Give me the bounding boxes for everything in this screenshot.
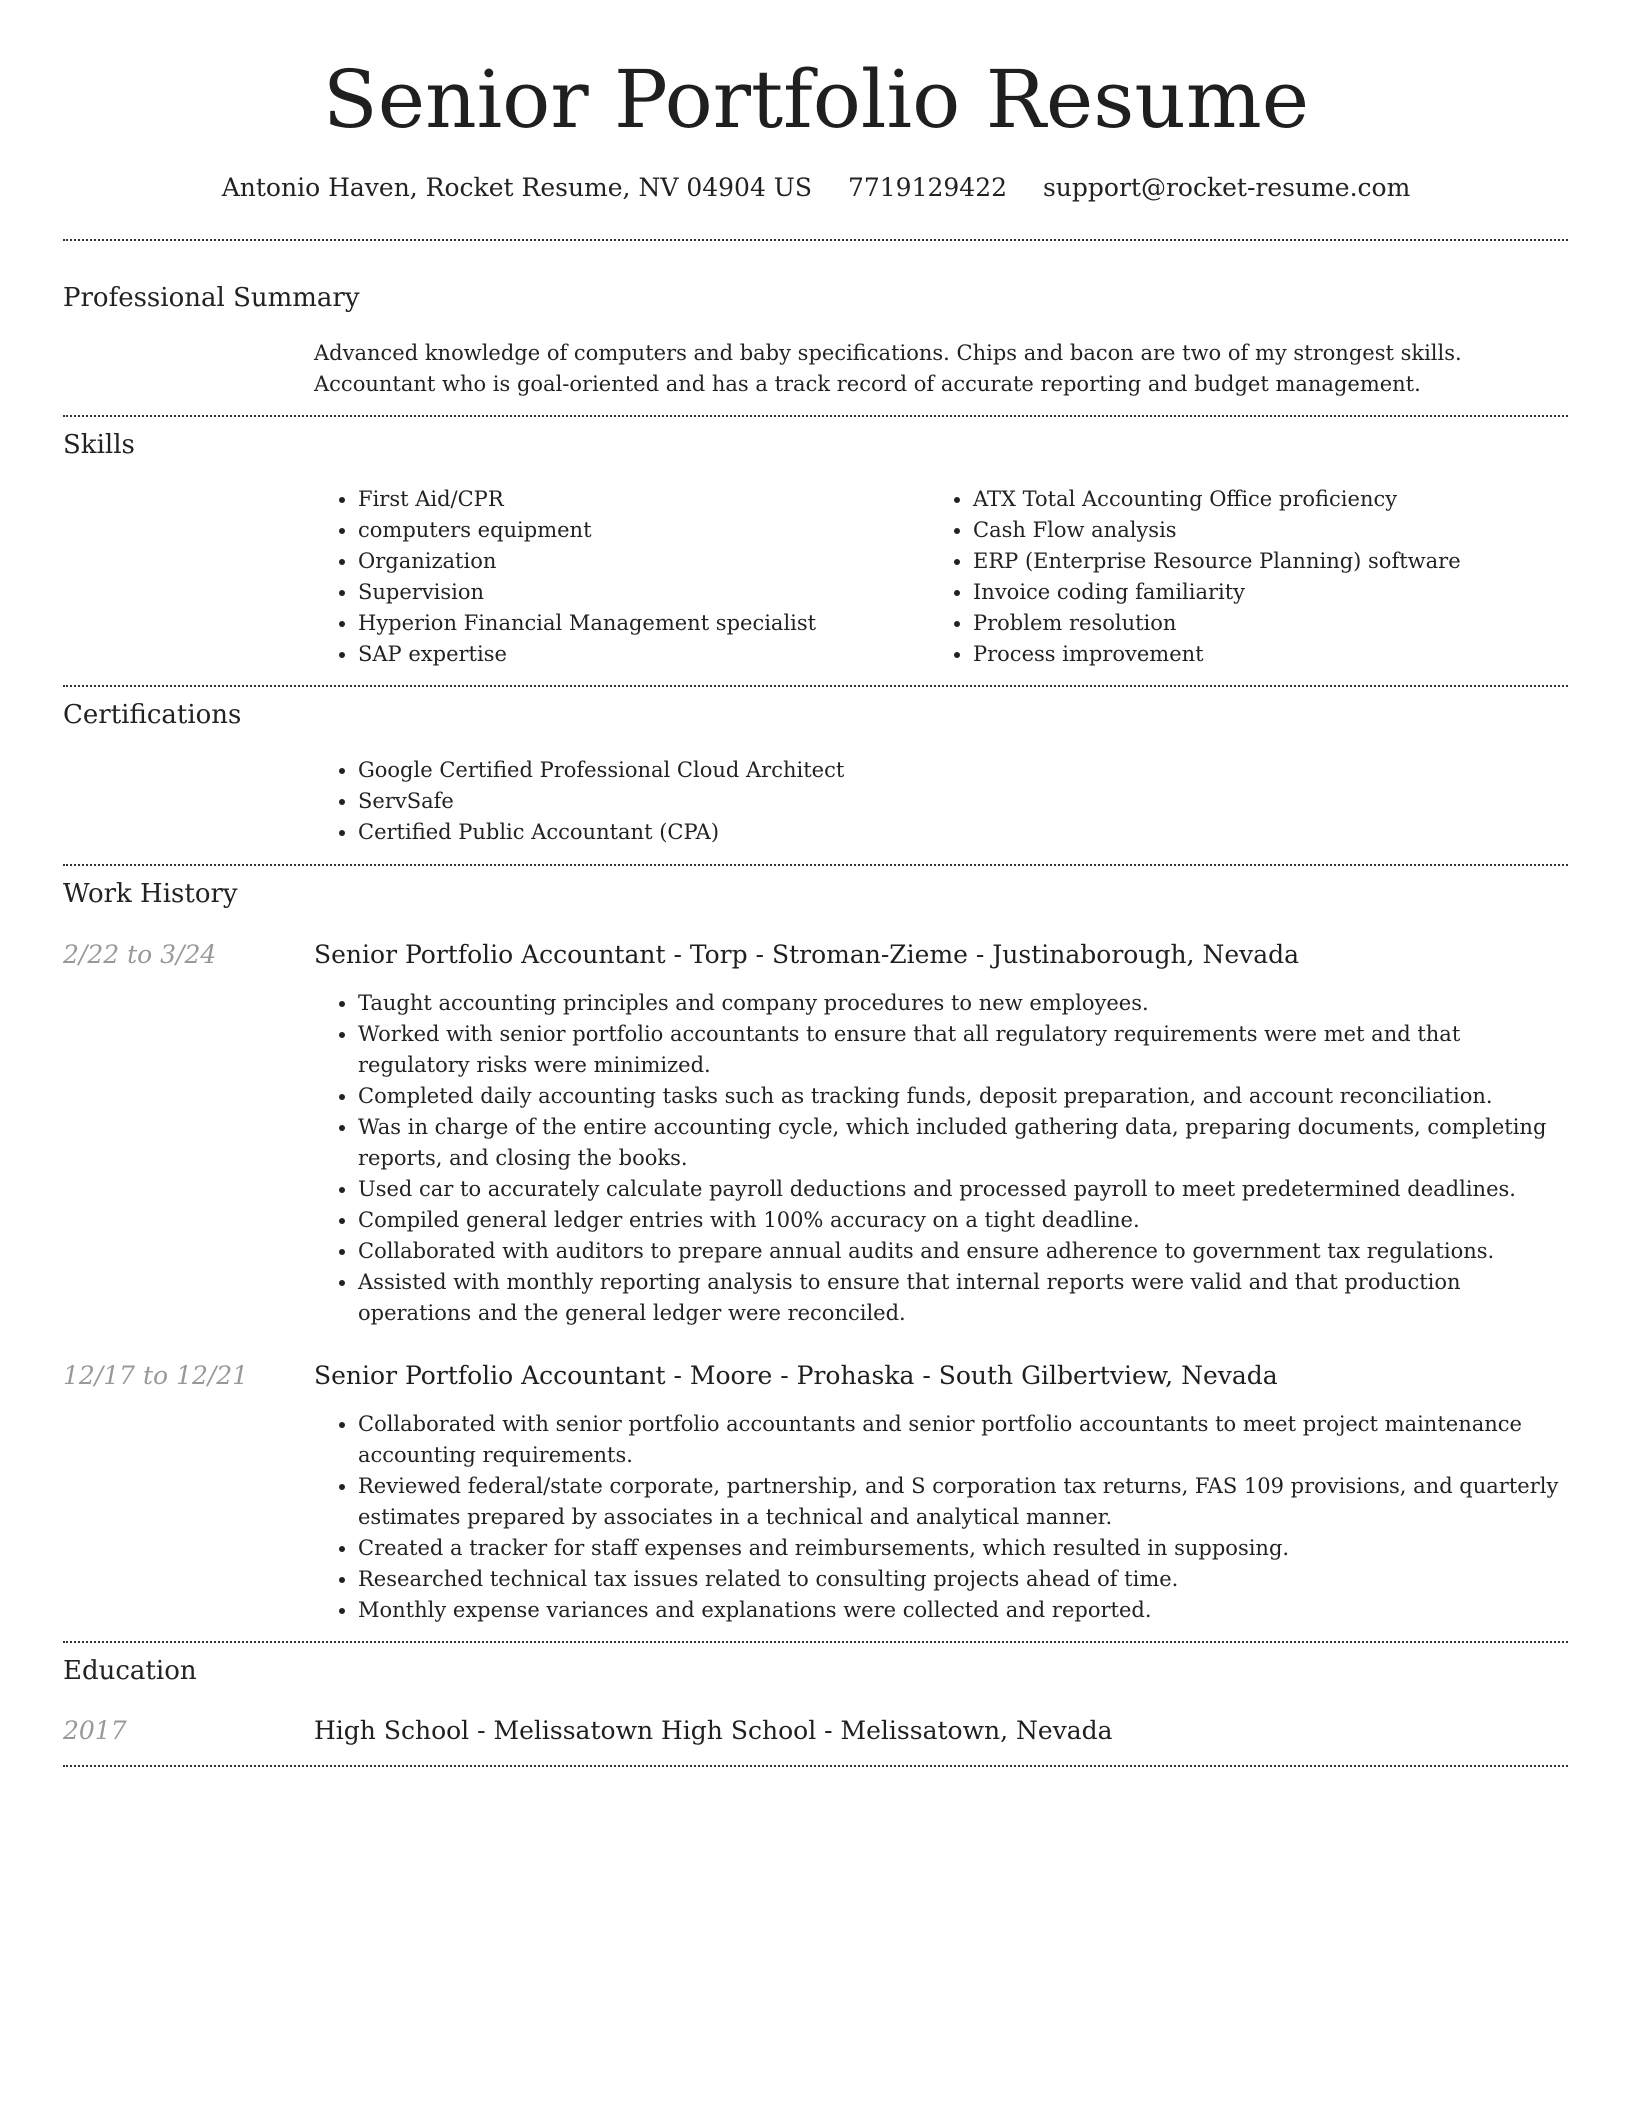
divider — [63, 685, 1568, 687]
job-dates: 2/22 to 3/24 — [63, 940, 217, 969]
divider — [63, 415, 1568, 417]
certification-item: • Google Certified Professional Cloud Architect — [358, 755, 1564, 786]
duty-item: • Researched technical tax issues related to consulting projects ahead of time. — [358, 1564, 1568, 1595]
job-dates: 12/17 to 12/21 — [63, 1361, 249, 1390]
contact-email: support@rocket-resume.com — [1042, 173, 1411, 202]
duty-item: • Reviewed federal/state corporate, partnership, and S corporation tax returns, FAS 109 provisions, and quarterly estimates prepared by associates in a technical and analytical manner. — [358, 1471, 1568, 1533]
education-year: 2017 — [63, 1716, 127, 1745]
job-duties — [314, 1409, 1568, 1626]
job-duties — [314, 988, 1568, 1329]
skill-item: • Organization — [358, 546, 914, 577]
skills-column-left — [314, 484, 914, 670]
skill-item: • ATX Total Accounting Office proficiency — [973, 484, 1559, 515]
certifications-list — [314, 755, 1564, 848]
education-heading: Education — [63, 1656, 197, 1686]
contact-phone: 7719129422 — [847, 173, 1008, 202]
duty-item: • Assisted with monthly reporting analysis to ensure that internal reports were valid and that production operations and the general ledger were reconciled. — [358, 1267, 1568, 1329]
duty-item: • Monthly expense variances and explanations were collected and reported. — [358, 1595, 1568, 1626]
skills-heading: Skills — [63, 430, 135, 460]
certifications-heading: Certifications — [63, 700, 242, 730]
skill-item: • ERP (Enterprise Resource Planning) software — [973, 546, 1559, 577]
divider — [63, 1765, 1568, 1767]
skill-item: • computers equipment — [358, 515, 914, 546]
education-entry: High School - Melissatown High School - Melissatown, Nevada — [314, 1716, 1113, 1745]
duty-item: • Worked with senior portfolio accountants to ensure that all regulatory requirements were met and that regulatory risks were minimized. — [358, 1019, 1568, 1081]
skill-item: • Hyperion Financial Management specialist — [358, 608, 914, 639]
resume-title: Senior Portfolio Resume — [322, 53, 1310, 146]
skill-item: • Cash Flow analysis — [973, 515, 1559, 546]
contact-address: Antonio Haven, Rocket Resume, NV 04904 US — [221, 173, 812, 202]
skill-item: • Problem resolution — [973, 608, 1559, 639]
duty-item: • Collaborated with senior portfolio accountants and senior portfolio accountants to meet project maintenance accounting requirements. — [358, 1409, 1568, 1471]
divider — [63, 1641, 1568, 1643]
divider — [63, 864, 1568, 866]
job-title: Senior Portfolio Accountant - Torp - Stroman-Zieme - Justinaborough, Nevada — [314, 940, 1300, 969]
skill-item: • First Aid/CPR — [358, 484, 914, 515]
duty-item: • Used car to accurately calculate payroll deductions and processed payroll to meet predetermined deadlines. — [358, 1174, 1568, 1205]
certification-item: • Certified Public Accountant (CPA) — [358, 817, 1564, 848]
divider — [63, 239, 1568, 241]
certification-item: • ServSafe — [358, 786, 1564, 817]
skill-item: • SAP expertise — [358, 639, 914, 670]
skill-item: • Invoice coding familiarity — [973, 577, 1559, 608]
work-history-heading: Work History — [63, 879, 238, 909]
contact-line — [0, 170, 1632, 206]
duty-item: • Was in charge of the entire accounting cycle, which included gathering data, preparing documents, completing reports, and closing the books. — [358, 1112, 1568, 1174]
skills-column-right — [929, 484, 1559, 670]
skill-item: • Supervision — [358, 577, 914, 608]
duty-item: • Created a tracker for staff expenses and reimbursements, which resulted in supposing. — [358, 1533, 1568, 1564]
duty-item: • Taught accounting principles and company procedures to new employees. — [358, 988, 1568, 1019]
summary-heading: Professional Summary — [63, 283, 360, 313]
duty-item: • Collaborated with auditors to prepare annual audits and ensure adherence to government tax regulations. — [358, 1236, 1568, 1267]
duty-item: • Compiled general ledger entries with 100% accuracy on a tight deadline. — [358, 1205, 1568, 1236]
summary-text: Advanced knowledge of computers and baby specifications. Chips and bacon are two of my strongest skills. Accountant who is goal-oriented and has a track record of accurate reporting and budget management. — [314, 341, 1462, 396]
job-title: Senior Portfolio Accountant - Moore - Prohaska - South Gilbertview, Nevada — [314, 1361, 1278, 1390]
duty-item: • Completed daily accounting tasks such as tracking funds, deposit preparation, and account reconciliation. — [358, 1081, 1568, 1112]
skill-item: • Process improvement — [973, 639, 1559, 670]
